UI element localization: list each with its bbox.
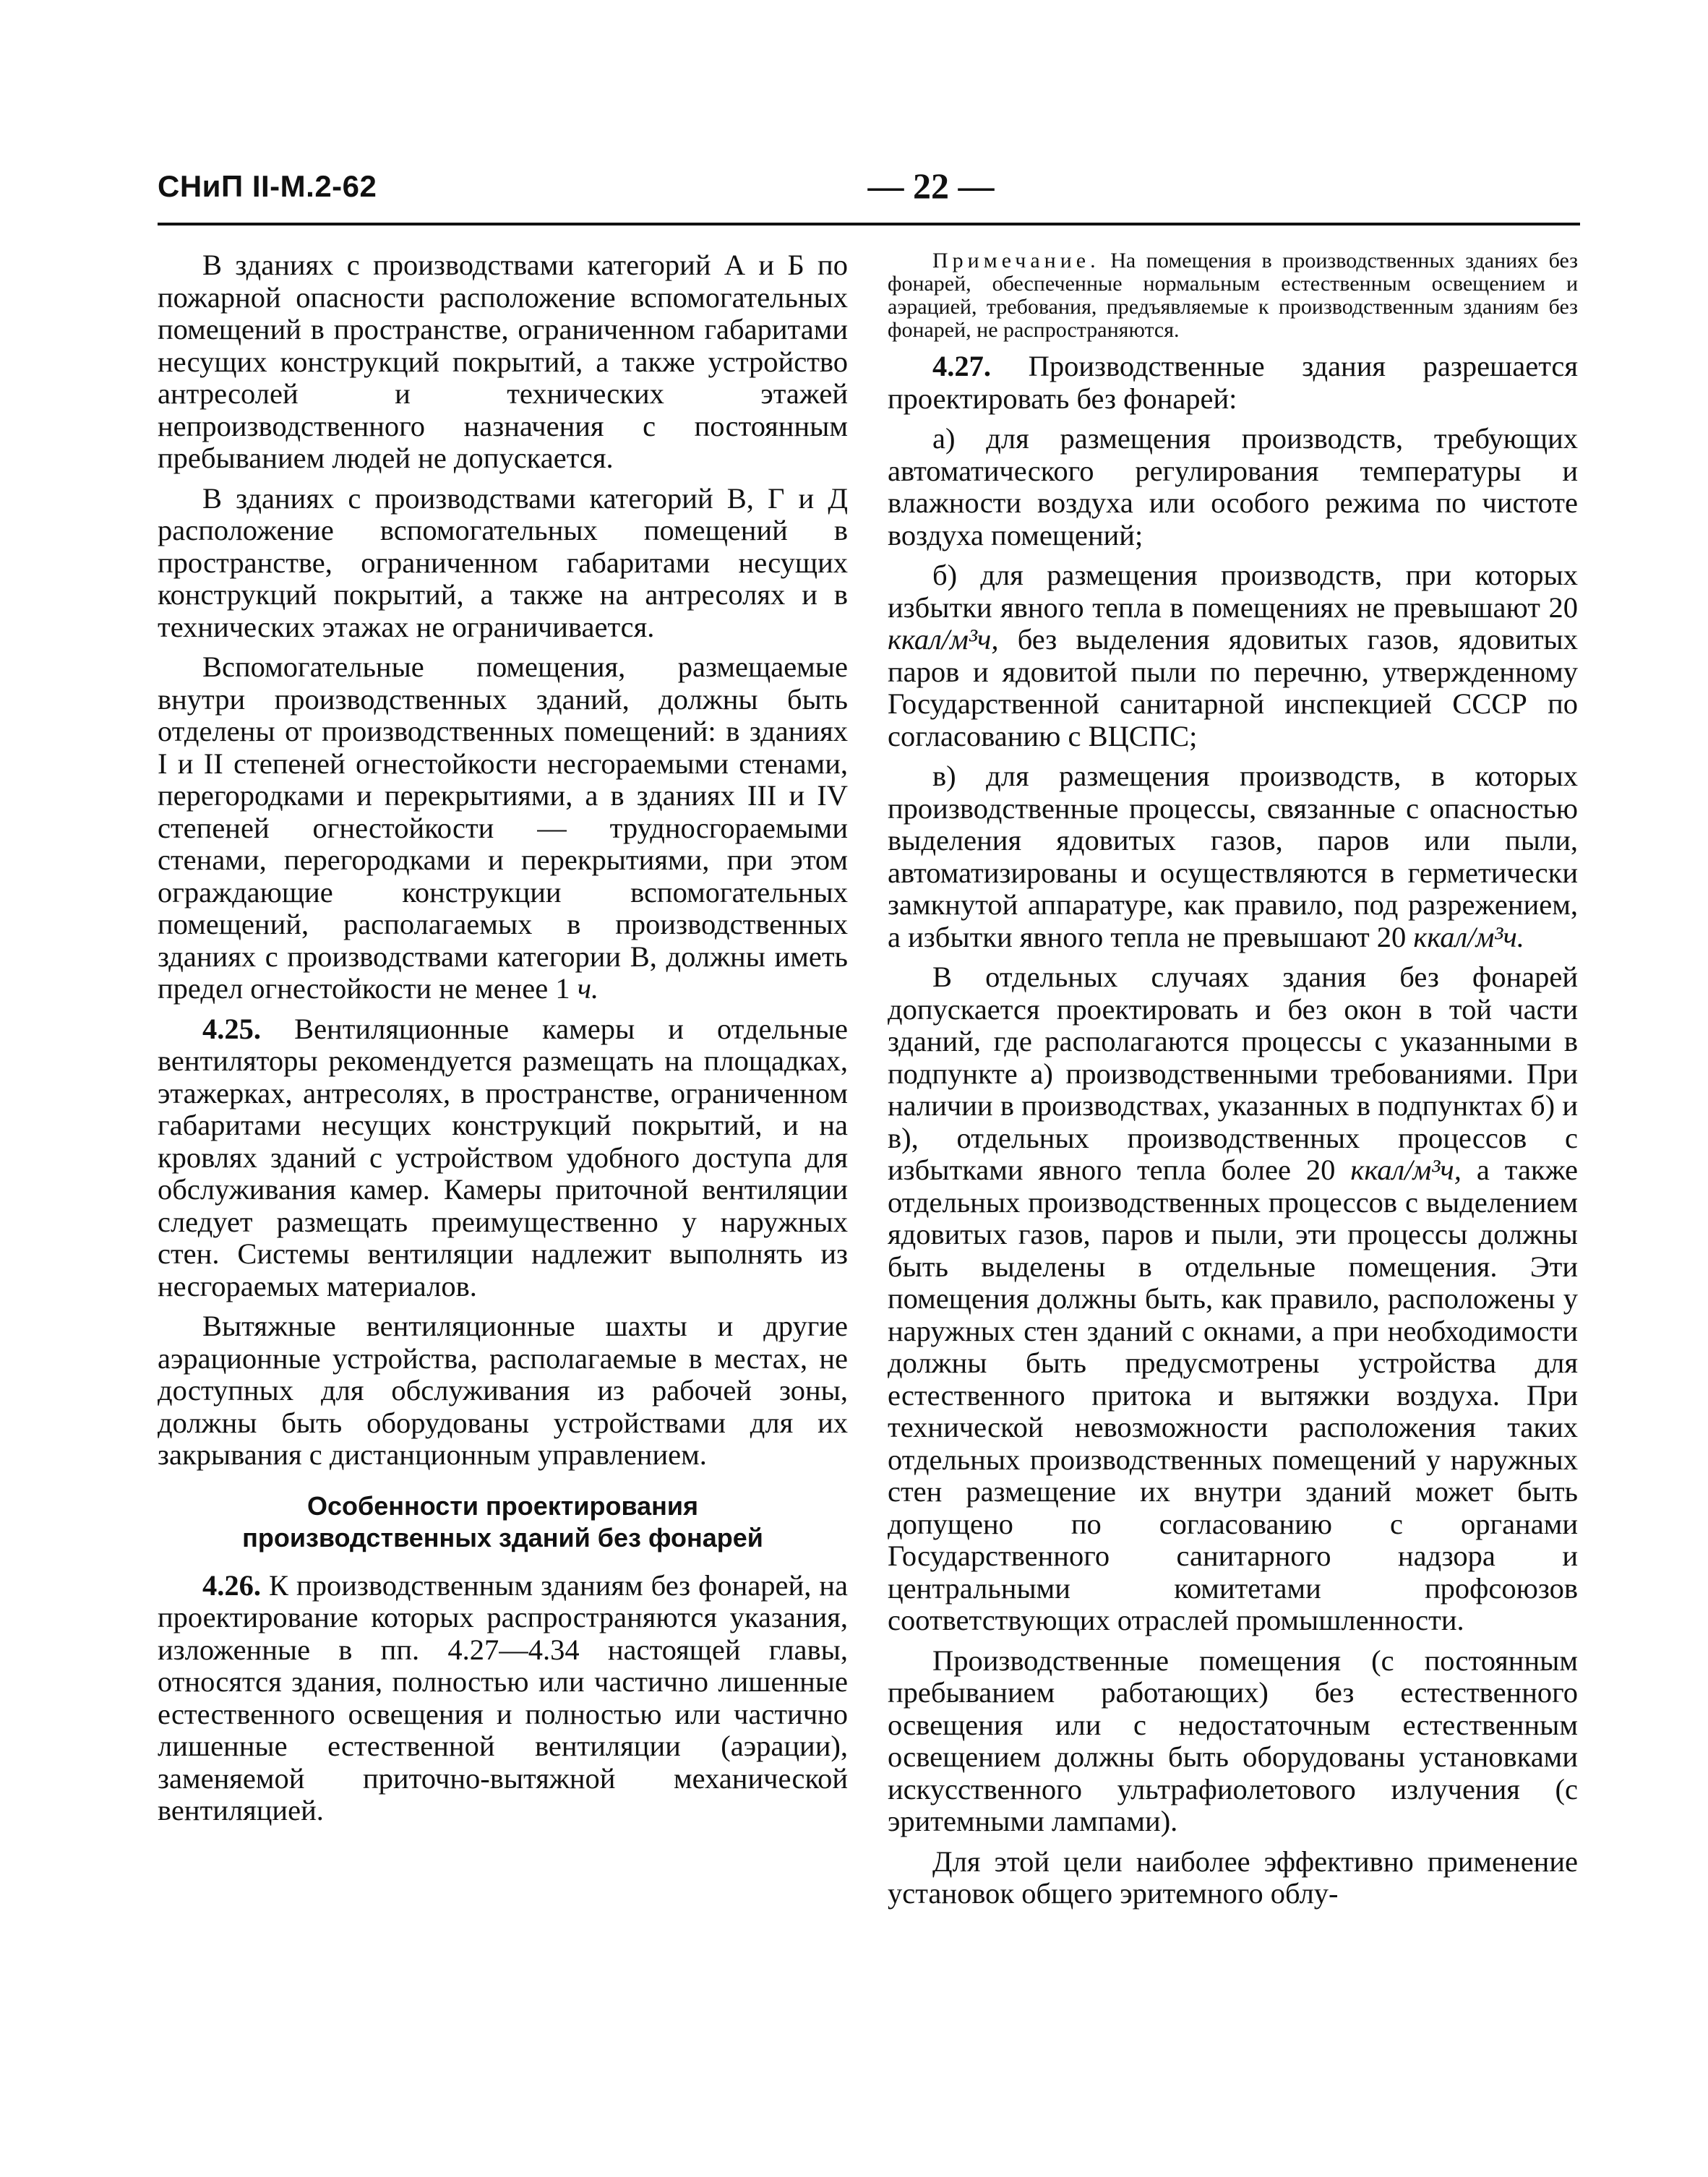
paragraph: В зданиях с производствами категорий В, Г и Д расположение вспомогательных помещений в пространстве, ограниченном габаритами несущих конструкций покрытий, а также на антресолях и в технических этажах не ограничивается.	[158, 481, 848, 643]
section-title-line: производственных зданий без фонарей	[242, 1522, 763, 1553]
list-item-text: без выделения ядовитых газов, ядовитых паров и ядовитой пыли по перечню, утвержденному Государственной санитарной инспекцией СССР по согласованию с ВЦСПС;	[888, 623, 1578, 752]
clause-4-25	[158, 1013, 848, 1303]
unit: ч.	[577, 972, 599, 1005]
right-column	[888, 249, 1578, 1918]
paragraph: Производственные помещения (с постоянным пребыванием работающих) без естественного освещения или с недостаточным естественным освещением должны быть оборудованы установками искусственного ультрафиолетового излучения (с эритемными лампами).	[888, 1644, 1578, 1837]
clause-number: 4.27.	[932, 350, 991, 382]
unit: ккал/м³ч,	[1350, 1154, 1462, 1186]
page-header	[158, 165, 1580, 226]
unit: ккал/м³ч,	[888, 623, 999, 656]
document-code: СНиП II-М.2-62	[158, 169, 377, 203]
list-item-c	[888, 760, 1578, 953]
section-title	[158, 1490, 848, 1554]
paragraph: Вытяжные вентиляционные шахты и другие аэрационные устройства, располагаемые в местах, не доступных для обслуживания из рабочей зоны, должны быть оборудованы устройствами для их закрывания с дистанционным управлением.	[158, 1310, 848, 1471]
clause-number: 4.25.	[202, 1012, 261, 1045]
page-number: — 22 —	[867, 166, 995, 206]
list-item-text: в) для размещения производств, в которых производственные процессы, связанные с опасностью выделения ядовитых газов, паров или пыли, автоматизированы и осуществляются в герметически замкнутой аппаратуре, как правило, под разрежением, а избытки явного тепла не превышают 20	[888, 760, 1578, 953]
paragraph	[888, 961, 1578, 1637]
list-item-b	[888, 559, 1578, 752]
paragraph-text: В отдельных случаях здания без фонарей допускается проектировать и без окон в той части зданий, где располагаются процессы с указанными в подпункте а) производственными требованиями. При наличии в производствах, указанных в подпунктах б) и в), отдельных производственных процессов с избытками явного тепла более 20	[888, 961, 1578, 1186]
left-column	[158, 249, 848, 1835]
unit: ккал/м³ч.	[1413, 920, 1524, 953]
note	[888, 249, 1578, 342]
clause-number: 4.26.	[202, 1568, 261, 1602]
list-item-a: а) для размещения производств, требующих автоматического регулирования температуры и влажности воздуха или особого режима по чистоте воздуха помещений;	[888, 422, 1578, 551]
paragraph	[158, 651, 848, 1005]
paragraph-text: а также отдельных производственных процессов с выделением ядовитых газов, паров и пыли, эти процессы должны быть выделены в отдельные помещения. Эти помещения должны быть, как правило, расположены у наружных стен зданий с окнами, а при необходимости должны быть предусмотрены устройства для естественного притока и вытяжки воздуха. При технической невозможности расположения таких отдельных производственных помещений у наружных стен размещение их внутри зданий может быть допущено по согласованию с органами Государственного санитарного надзора и центральными комитетами профсоюзов соответствующих отраслей промышленности.	[888, 1154, 1579, 1636]
list-item-text: б) для размещения производств, при которых избытки явного тепла в помещениях не превышают 20	[888, 559, 1578, 624]
note-text: На помещения в производственных зданиях без фонарей, обеспеченные нормальным естественным освещением и аэрацией, требования, предъявляемые к производственным зданиям без фонарей, не распространяются.	[888, 249, 1579, 342]
paragraph: В зданиях с производствами категорий А и Б по пожарной опасности расположение вспомогательных помещений в пространстве, ограниченном габаритами несущих конструкций покрытий, а также устройство антресолей и технических этажей непроизводственного назначения с постоянным пребыванием людей не допускается.	[158, 249, 848, 474]
clause-4-26	[158, 1570, 848, 1827]
clause-text: Производственные здания разрешается проектировать без фонарей:	[888, 350, 1578, 415]
paragraph-text: Вспомогательные помещения, размещаемые внутри производственных зданий, должны быть отделены от производственных помещений: в зданиях I и II степеней огнестойкости несгораемыми стенами, перегородками и перекрытиями, а в зданиях III и IV степеней огнестойкости — трудносгораемыми стенами, перегородками и перекрытиями, при этом ограждающие конструкции вспомогательных помещений, располагаемых в производственных зданиях с производствами категории В, должны иметь предел огнестойкости не менее 1	[158, 650, 848, 1005]
clause-4-27	[888, 351, 1578, 415]
note-label: Примечание.	[932, 249, 1100, 272]
paragraph: Для этой цели наиболее эффективно применение установок общего эритемного облу-	[888, 1845, 1578, 1910]
clause-text: Вентиляционные камеры и отдельные вентиляторы рекомендуется размещать на площадках, этажерках, антресолях, в пространстве, ограниченном габаритами несущих конструкций покрытий, и на кровлях зданий с устройством удобного доступа для обслуживания камер. Камеры приточной вентиляции следует размещать преимущественно у наружных стен. Системы вентиляции надлежит выполнять из несгораемых материалов.	[158, 1012, 849, 1302]
section-title-line: Особенности проектирования	[306, 1490, 699, 1521]
clause-text: К производственным зданиям без фонарей, на проектирование которых распространяются указания, изложенные в пп. 4.27—4.34 настоящей главы, относятся здания, полностью или частично лишенные естественного освещения и полностью или частично лишенные естественной вентиляции (аэрации), заменяемой приточно-вытяжной механической вентиляцией.	[158, 1568, 848, 1826]
